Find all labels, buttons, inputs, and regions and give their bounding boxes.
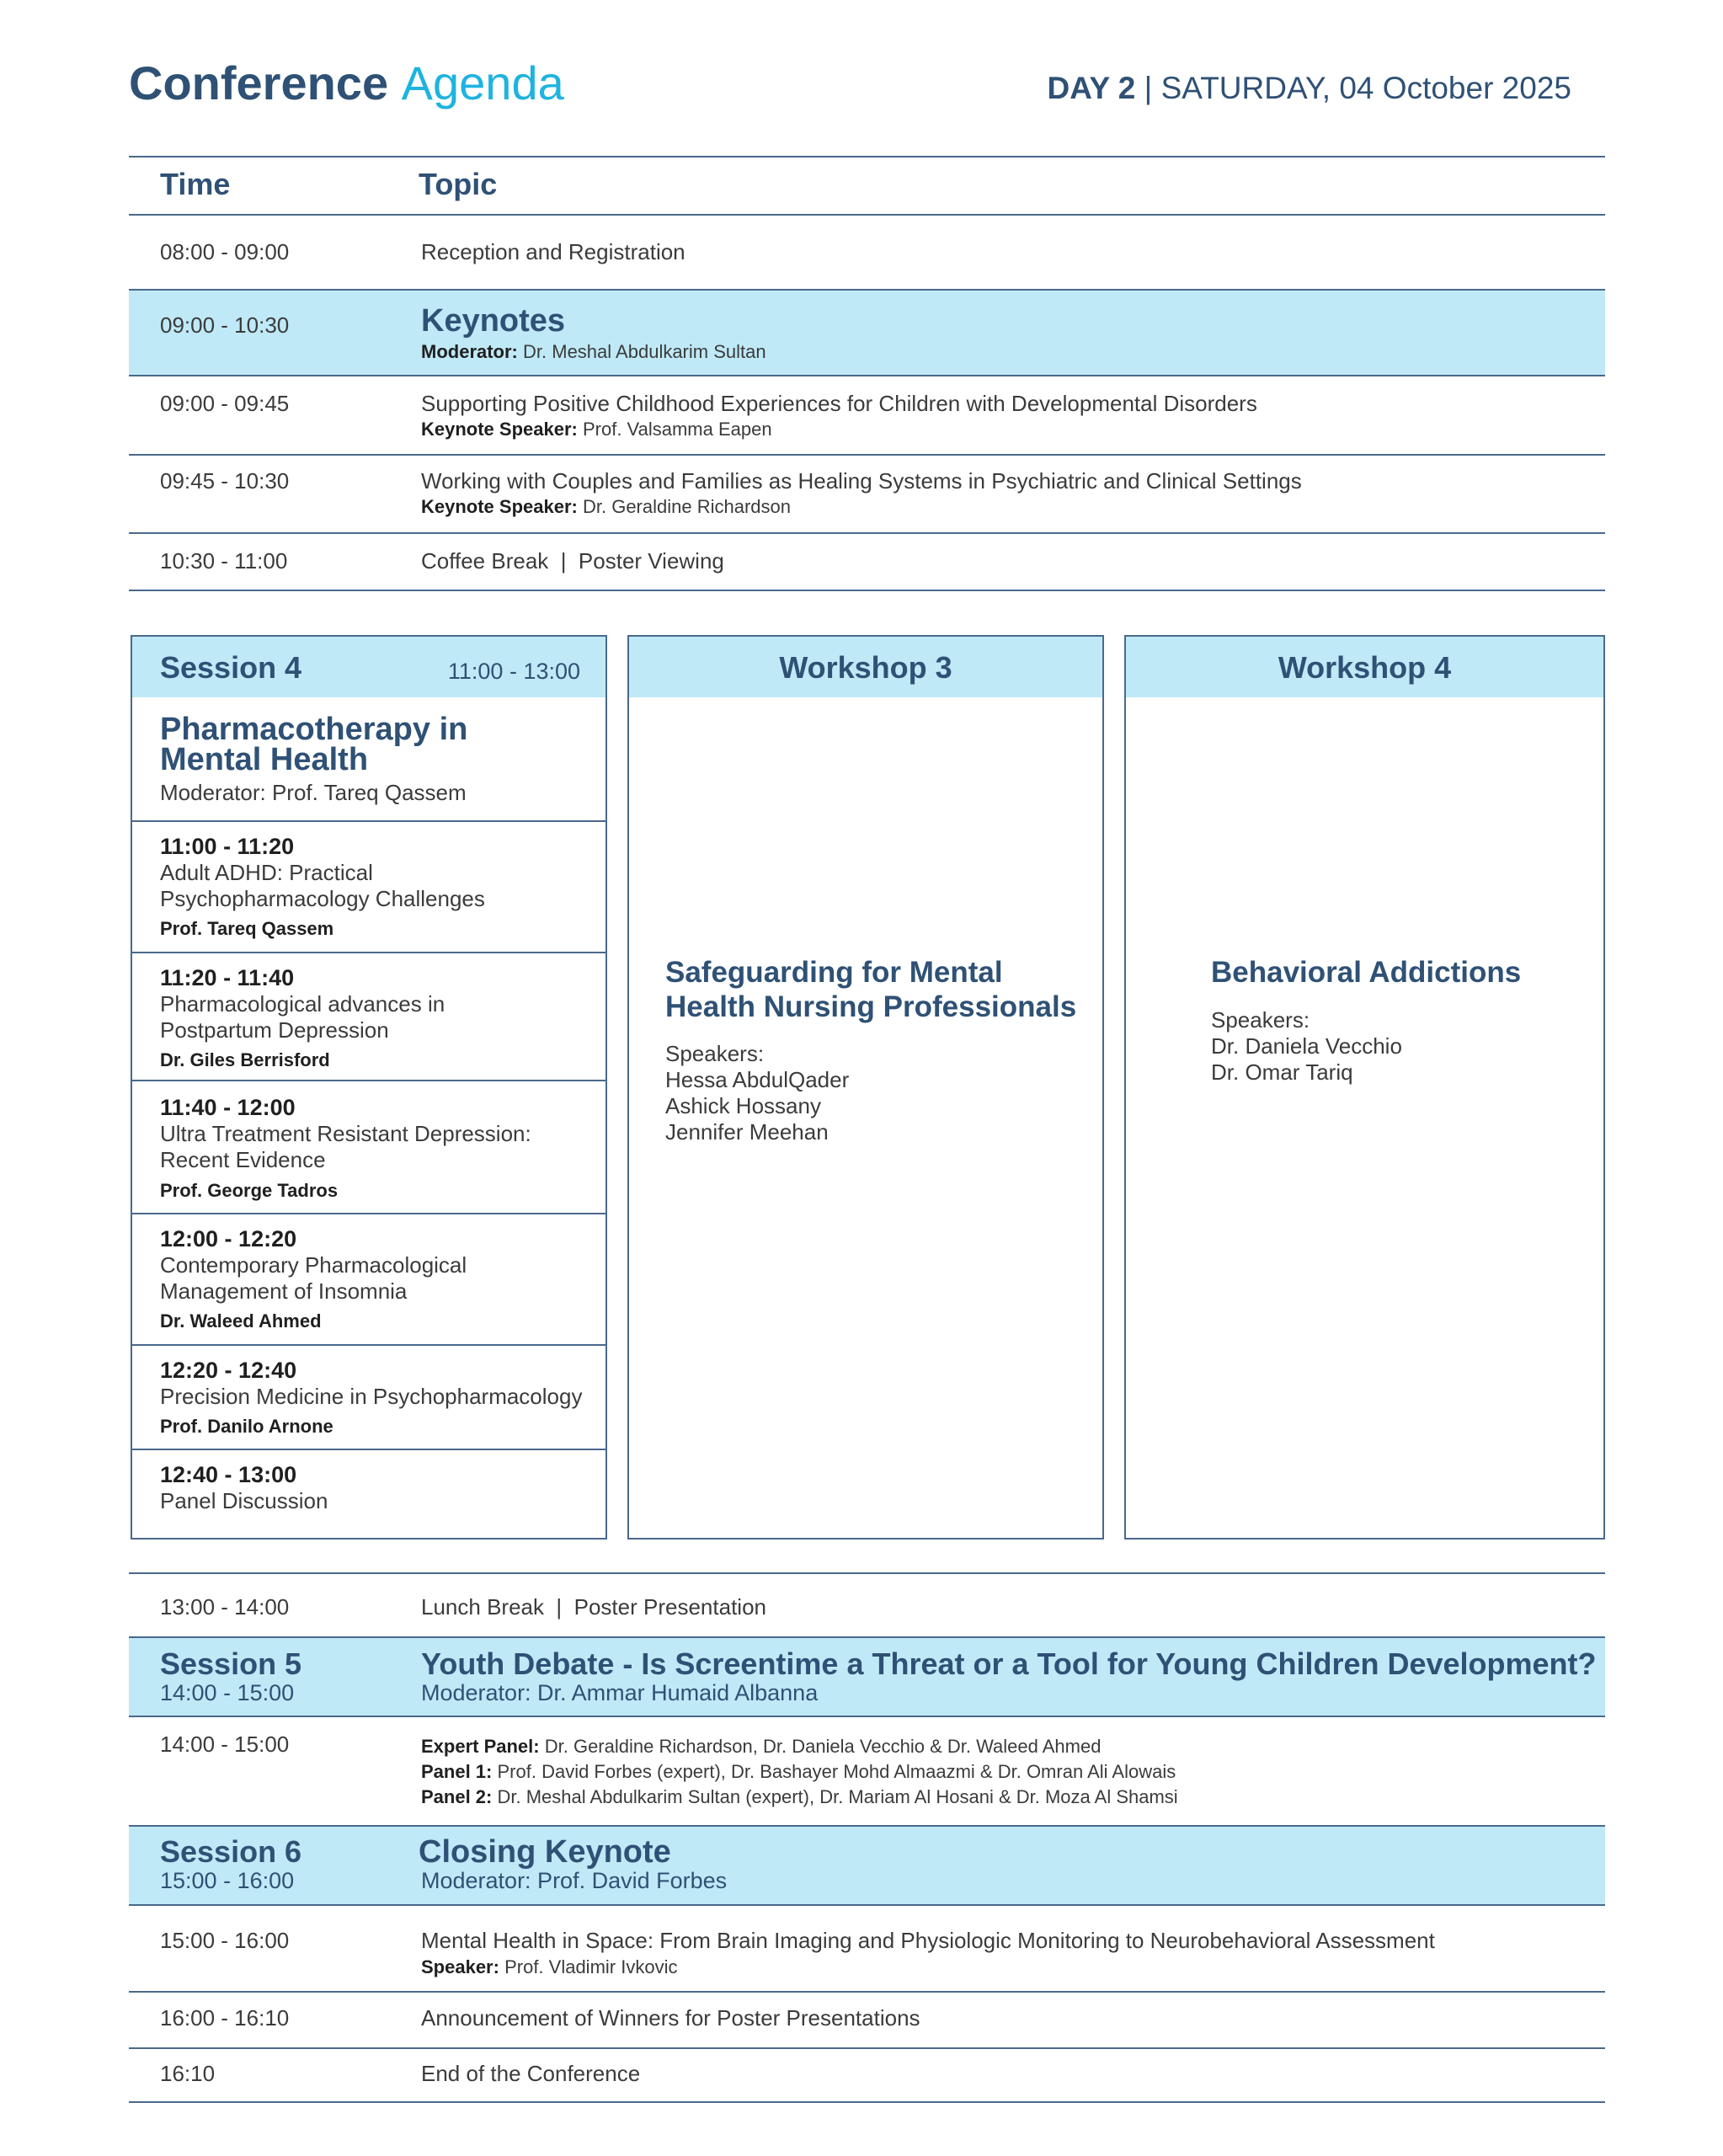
talk-time: 12:20 - 12:40 — [160, 1358, 297, 1383]
lunch-time: 13:00 - 14:00 — [160, 1594, 290, 1620]
talk-time: 11:20 - 11:40 — [160, 965, 295, 990]
winners-topic: Announcement of Winners for Poster Presentations — [421, 2005, 920, 2031]
reception-topic: Reception and Registration — [421, 239, 685, 264]
panel-label: Expert Panel: — [421, 1736, 540, 1757]
session5-label: Session 5 — [160, 1646, 302, 1681]
workshop4-speaker: Dr. Omar Tariq — [1211, 1059, 1353, 1085]
keynote2-speaker — [421, 496, 791, 518]
talk-title-line2: Management of Insomnia — [160, 1278, 408, 1304]
workshop3-speaker: Jennifer Meehan — [665, 1119, 829, 1145]
talk-title-line1: Ultra Treatment Resistant Depression: — [160, 1121, 531, 1146]
keynote1-speaker-name: Prof. Valsamma Eapen — [582, 419, 772, 440]
session4-talk — [132, 1213, 605, 1346]
keynotes-moderator-name: Dr. Meshal Abdulkarim Sultan — [523, 341, 766, 362]
keynotes-time: 09:00 - 10:30 — [160, 312, 290, 338]
talk-speaker: Dr. Giles Berrisford — [160, 1049, 330, 1070]
session4-title-line2: Mental Health — [160, 742, 369, 777]
session4-time: 11:00 - 13:00 — [447, 659, 580, 684]
panel-text: Prof. David Forbes (expert), Dr. Bashayer Mohd Almaazmi & Dr. Omran Ali Alowais — [497, 1761, 1176, 1782]
session6-talk-topic: Mental Health in Space: From Brain Imaging and Physiologic Monitoring to Neurobehavioral Assessment — [421, 1928, 1435, 1953]
workshop4-box — [1124, 635, 1605, 1540]
talk-title — [160, 991, 445, 1043]
session6-speaker-label: Speaker: — [421, 1956, 499, 1977]
session6-speaker-name: Prof. Vladimir Ivkovic — [504, 1956, 678, 1977]
page-title-part1: Conference — [129, 56, 389, 109]
talk-title — [160, 1121, 531, 1173]
talk-speaker: Dr. Waleed Ahmed — [160, 1310, 322, 1331]
session4-box — [131, 635, 607, 1540]
session4-header — [132, 637, 605, 697]
divider — [129, 2047, 1605, 2049]
workshop3-speaker: Ashick Hossany — [665, 1093, 821, 1118]
talk-title-line2: Psychopharmacology Challenges — [160, 886, 485, 911]
keynote2-topic: Working with Couples and Families as Healing Systems in Psychiatric and Clinical Settings — [421, 468, 1302, 494]
workshop3-speaker: Hessa AbdulQader — [665, 1067, 850, 1092]
keynote2-speaker-label: Keynote Speaker: — [421, 496, 578, 517]
workshop4-label: Workshop 4 — [1278, 650, 1452, 685]
workshop3-title-line1: Safeguarding for Mental — [665, 956, 1003, 989]
panel-text: Dr. Meshal Abdulkarim Sultan (expert), Dr. Mariam Al Hosani & Dr. Moza Al Shamsi — [497, 1786, 1178, 1807]
panel-line — [421, 1734, 1178, 1759]
keynote1-speaker — [421, 419, 772, 440]
session4-title — [160, 714, 467, 775]
session5-time: 14:00 - 15:00 — [160, 1680, 295, 1705]
column-header-topic: Topic — [419, 167, 498, 201]
workshop3-speakers-label: Speakers: — [665, 1041, 765, 1066]
talk-title-line2: Recent Evidence — [160, 1147, 326, 1172]
session5-moderator: Moderator: Dr. Ammar Humaid Albanna — [421, 1680, 819, 1705]
session6-label: Session 6 — [160, 1834, 302, 1869]
divider — [129, 1991, 1605, 1993]
session6-time: 15:00 - 16:00 — [160, 1868, 295, 1893]
divider — [129, 454, 1605, 456]
session4-talk — [132, 1344, 605, 1450]
workshop3-speakers — [665, 1041, 849, 1145]
divider — [129, 214, 1605, 216]
workshop4-title: Behavioral Addictions — [1211, 956, 1522, 989]
keynotes-moderator — [421, 341, 766, 363]
talk-title-line1: Contemporary Pharmacological — [160, 1252, 467, 1278]
reception-time: 08:00 - 09:00 — [160, 239, 290, 264]
workshop4-speakers — [1211, 1007, 1402, 1086]
talk-title — [160, 860, 485, 912]
talk-time: 12:00 - 12:20 — [160, 1226, 297, 1251]
session6-band — [129, 1825, 1605, 1906]
talk-title: Panel Discussion — [160, 1488, 328, 1513]
session4-talk — [132, 1449, 605, 1540]
panel-text: Dr. Geraldine Richardson, Dr. Daniela Vecchio & Dr. Waleed Ahmed — [544, 1736, 1102, 1757]
talk-title-line1: Pharmacological advances in — [160, 991, 445, 1017]
talk-title — [160, 1252, 467, 1305]
page-title — [129, 54, 564, 113]
talk-title-line1: Adult ADHD: Practical — [160, 860, 373, 885]
keynotes-title: Keynotes — [421, 303, 566, 339]
session4-talk — [132, 1080, 605, 1214]
session4-label: Session 4 — [160, 650, 302, 685]
workshop3-header — [629, 637, 1102, 697]
workshop4-header — [1126, 637, 1603, 697]
talk-time: 12:40 - 13:00 — [160, 1462, 297, 1487]
coffee-topic: Coffee Break | Poster Viewing — [421, 548, 724, 574]
keynote1-time: 09:00 - 09:45 — [160, 391, 290, 416]
column-header-time: Time — [160, 167, 231, 201]
panel-line — [421, 1759, 1178, 1785]
divider — [129, 1572, 1605, 1574]
divider — [129, 156, 1605, 157]
talk-speaker: Prof. George Tadros — [160, 1180, 339, 1201]
date-label: SATURDAY, 04 October 2025 — [1160, 71, 1571, 105]
workshop4-speaker: Dr. Daniela Vecchio — [1211, 1033, 1402, 1059]
keynote1-speaker-label: Keynote Speaker: — [421, 419, 578, 440]
session6-speaker — [421, 1956, 677, 1978]
day-label: DAY 2 — [1047, 71, 1136, 105]
talk-title-line2: Postpartum Depression — [160, 1017, 389, 1043]
workshop3-label: Workshop 3 — [779, 650, 952, 685]
talk-title: Precision Medicine in Psychopharmacology — [160, 1384, 583, 1409]
keynotes-band — [129, 289, 1605, 376]
day-separator: | — [1144, 71, 1153, 105]
workshop3-title — [665, 955, 1076, 1024]
session4-talk — [132, 820, 605, 953]
workshop4-speakers-label: Speakers: — [1211, 1007, 1310, 1033]
keynote2-time: 09:45 - 10:30 — [160, 468, 290, 494]
session5-title: Youth Debate - Is Screentime a Threat or a Tool for Young Children Development? — [421, 1646, 1597, 1681]
end-topic: End of the Conference — [421, 2061, 641, 2086]
panel-line — [421, 1785, 1178, 1810]
session4-title-line1: Pharmacotherapy in — [160, 712, 468, 747]
keynotes-moderator-label: Moderator: — [421, 341, 518, 362]
day-date — [1047, 69, 1571, 108]
session6-talk-time: 15:00 - 16:00 — [160, 1928, 290, 1953]
session6-moderator: Moderator: Prof. David Forbes — [421, 1868, 728, 1893]
workshop3-box — [627, 635, 1104, 1540]
panel-label: Panel 2: — [421, 1786, 493, 1807]
keynote1-topic: Supporting Positive Childhood Experiences for Children with Developmental Disorders — [421, 391, 1257, 416]
divider — [129, 532, 1605, 534]
session6-title: Closing Keynote — [419, 1834, 671, 1870]
session5-panel-time: 14:00 - 15:00 — [160, 1732, 290, 1757]
session4-talk — [132, 952, 605, 1081]
talk-time: 11:00 - 11:20 — [160, 834, 295, 859]
talk-speaker: Prof. Tareq Qassem — [160, 918, 334, 939]
divider — [129, 590, 1605, 591]
keynote2-speaker-name: Dr. Geraldine Richardson — [582, 496, 791, 517]
end-time: 16:10 — [160, 2061, 216, 2086]
lunch-topic: Lunch Break | Poster Presentation — [421, 1594, 766, 1620]
page-title-part2: Agenda — [401, 56, 564, 109]
winners-time: 16:00 - 16:10 — [160, 2005, 290, 2031]
divider — [129, 2101, 1605, 2103]
panel-label: Panel 1: — [421, 1761, 493, 1782]
session4-moderator: Moderator: Prof. Tareq Qassem — [160, 780, 467, 805]
coffee-time: 10:30 - 11:00 — [160, 548, 288, 574]
talk-time: 11:40 - 12:00 — [160, 1095, 296, 1120]
talk-speaker: Prof. Danilo Arnone — [160, 1416, 333, 1437]
session5-panels — [421, 1734, 1178, 1810]
workshop3-title-line2: Health Nursing Professionals — [665, 990, 1077, 1023]
